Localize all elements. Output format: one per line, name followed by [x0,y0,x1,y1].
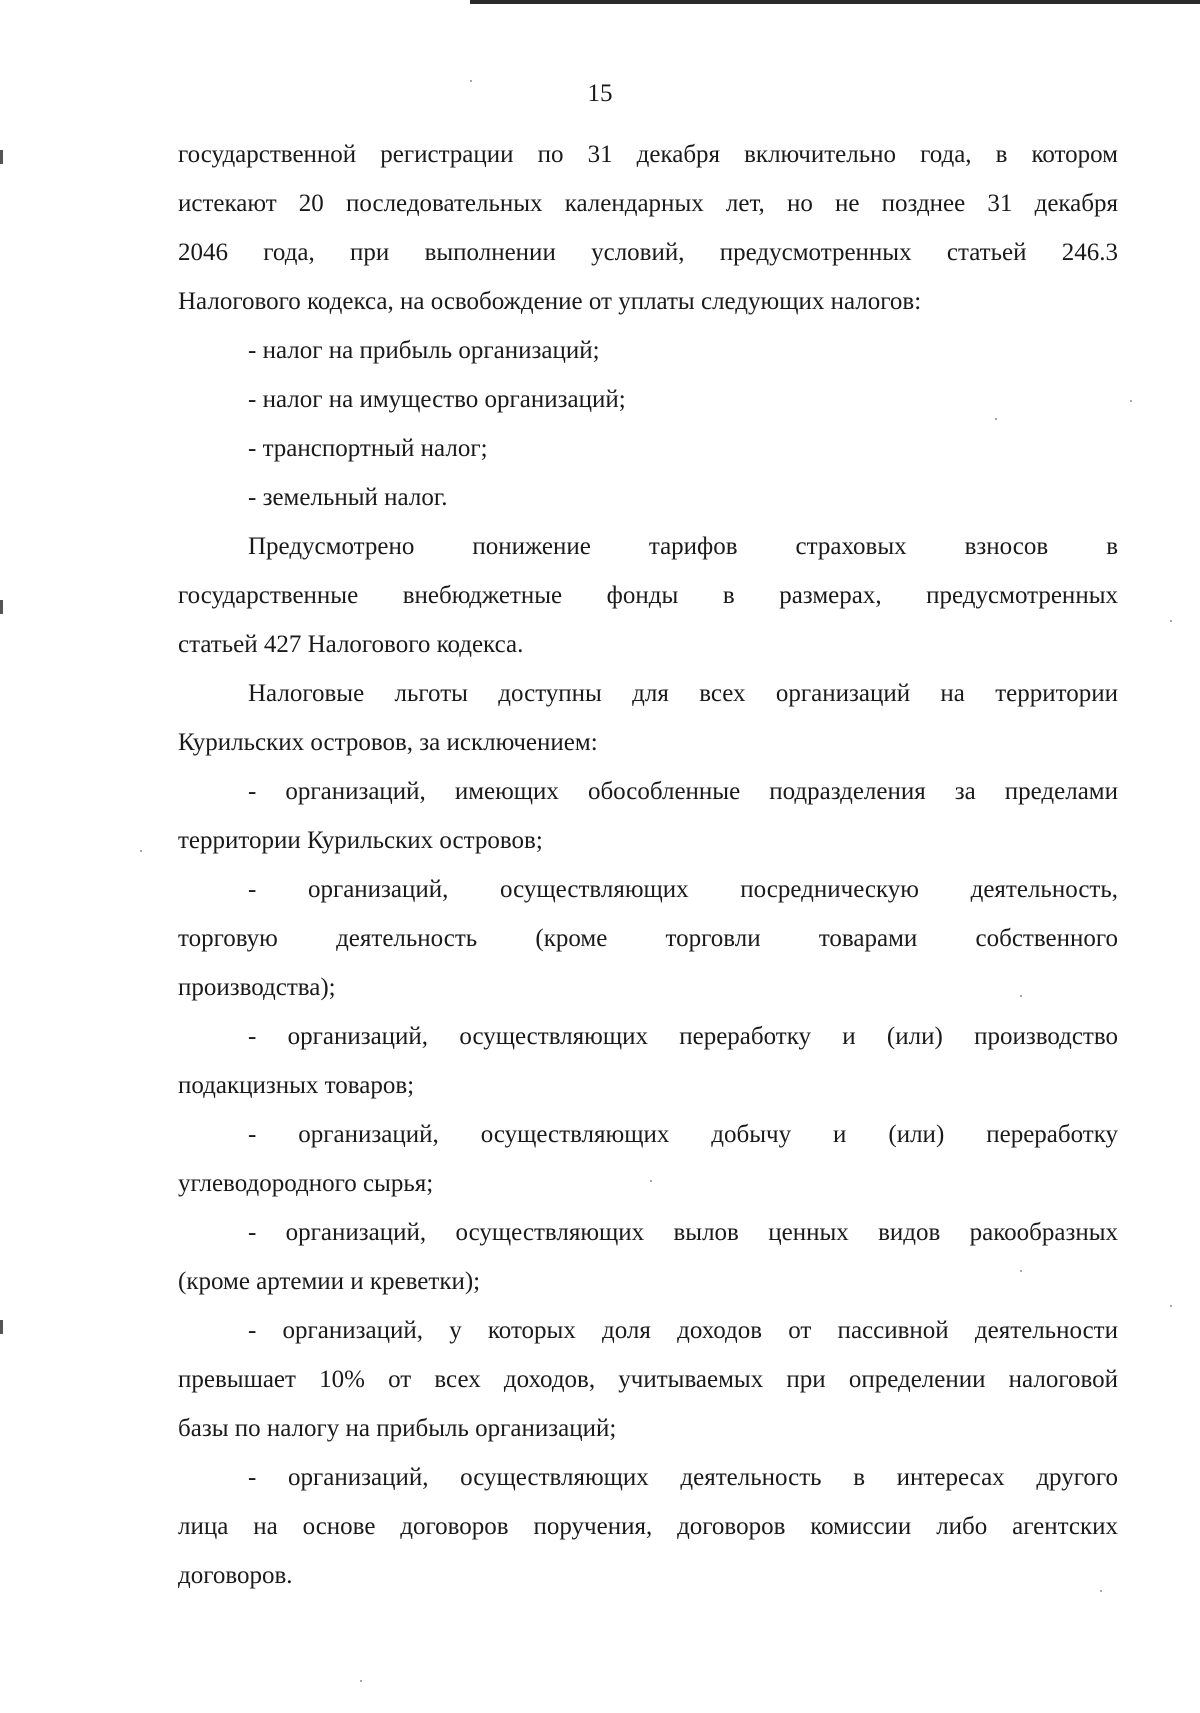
text-line: лица на основе договоров поручения, договоров комиссии либо агентских [178,1513,1118,1540]
text-line: - транспортный налог; [248,435,488,462]
scan-speck [1130,400,1132,402]
scan-edge-mark [0,600,3,614]
text-line: - налог на прибыль организаций; [248,337,600,364]
text-line: 2046 года, при выполнении условий, предусмотренных статьей 246.3 [178,239,1118,266]
text-line: государственные внебюджетные фонды в размерах, предусмотренных [178,582,1118,609]
text-line: торговую деятельность (кроме торговли товарами собственного [178,925,1118,952]
text-line: превышает 10% от всех доходов, учитываемых при определении налоговой [178,1366,1118,1393]
text-line: - налог на имущество организаций; [248,386,626,413]
scan-speck [1170,1305,1172,1307]
text-line: - земельный налог. [248,484,448,511]
scan-speck [1100,1590,1102,1592]
scan-speck [1170,620,1172,622]
text-line: - организаций, осуществляющих посредническую деятельность, [248,876,1118,903]
text-line: - организаций, осуществляющих деятельность в интересах другого [248,1464,1118,1491]
page-number: 15 [587,80,613,107]
scan-speck [650,1180,652,1182]
text-line: государственной регистрации по 31 декабря включительно года, в котором [178,141,1118,168]
text-line: Курильских островов, за исключением: [178,729,598,756]
text-line: - организаций, осуществляющих вылов ценных видов ракообразных [248,1219,1118,1246]
text-line: базы по налогу на прибыль организаций; [178,1415,617,1442]
scan-top-border [470,0,1200,4]
scan-edge-mark [0,1320,3,1334]
text-line: - организаций, осуществляющих переработку и (или) производство [248,1023,1118,1050]
scan-speck [1020,995,1022,997]
text-line: углеводородного сырья; [178,1170,434,1197]
scan-speck [360,1680,362,1682]
scan-speck [995,418,997,420]
text-line: производства); [178,974,336,1001]
text-line: - организаций, у которых доля доходов от пассивной деятельности [248,1317,1118,1344]
text-line: (кроме артемии и креветки); [178,1268,481,1295]
text-line: Предусмотрено понижение тарифов страховых взносов в [248,533,1118,560]
scan-speck [470,80,472,82]
document-body [178,130,1118,1600]
text-line: - организаций, имеющих обособленные подразделения за пределами [248,778,1118,805]
text-line: статьей 427 Налогового кодекса. [178,631,524,658]
text-line: - организаций, осуществляющих добычу и (или) переработку [248,1121,1118,1148]
text-line: Налогового кодекса, на освобождение от уплаты следующих налогов: [178,288,922,315]
text-line: Налоговые льготы доступны для всех организаций на территории [248,680,1118,707]
scan-speck [140,850,142,852]
text-line: истекают 20 последовательных календарных лет, но не позднее 31 декабря [178,190,1118,217]
scan-speck [1020,1270,1022,1272]
text-line: территории Курильских островов; [178,827,543,854]
text-line: подакцизных товаров; [178,1072,415,1099]
text-line: договоров. [178,1562,293,1589]
scan-edge-mark [0,150,3,164]
